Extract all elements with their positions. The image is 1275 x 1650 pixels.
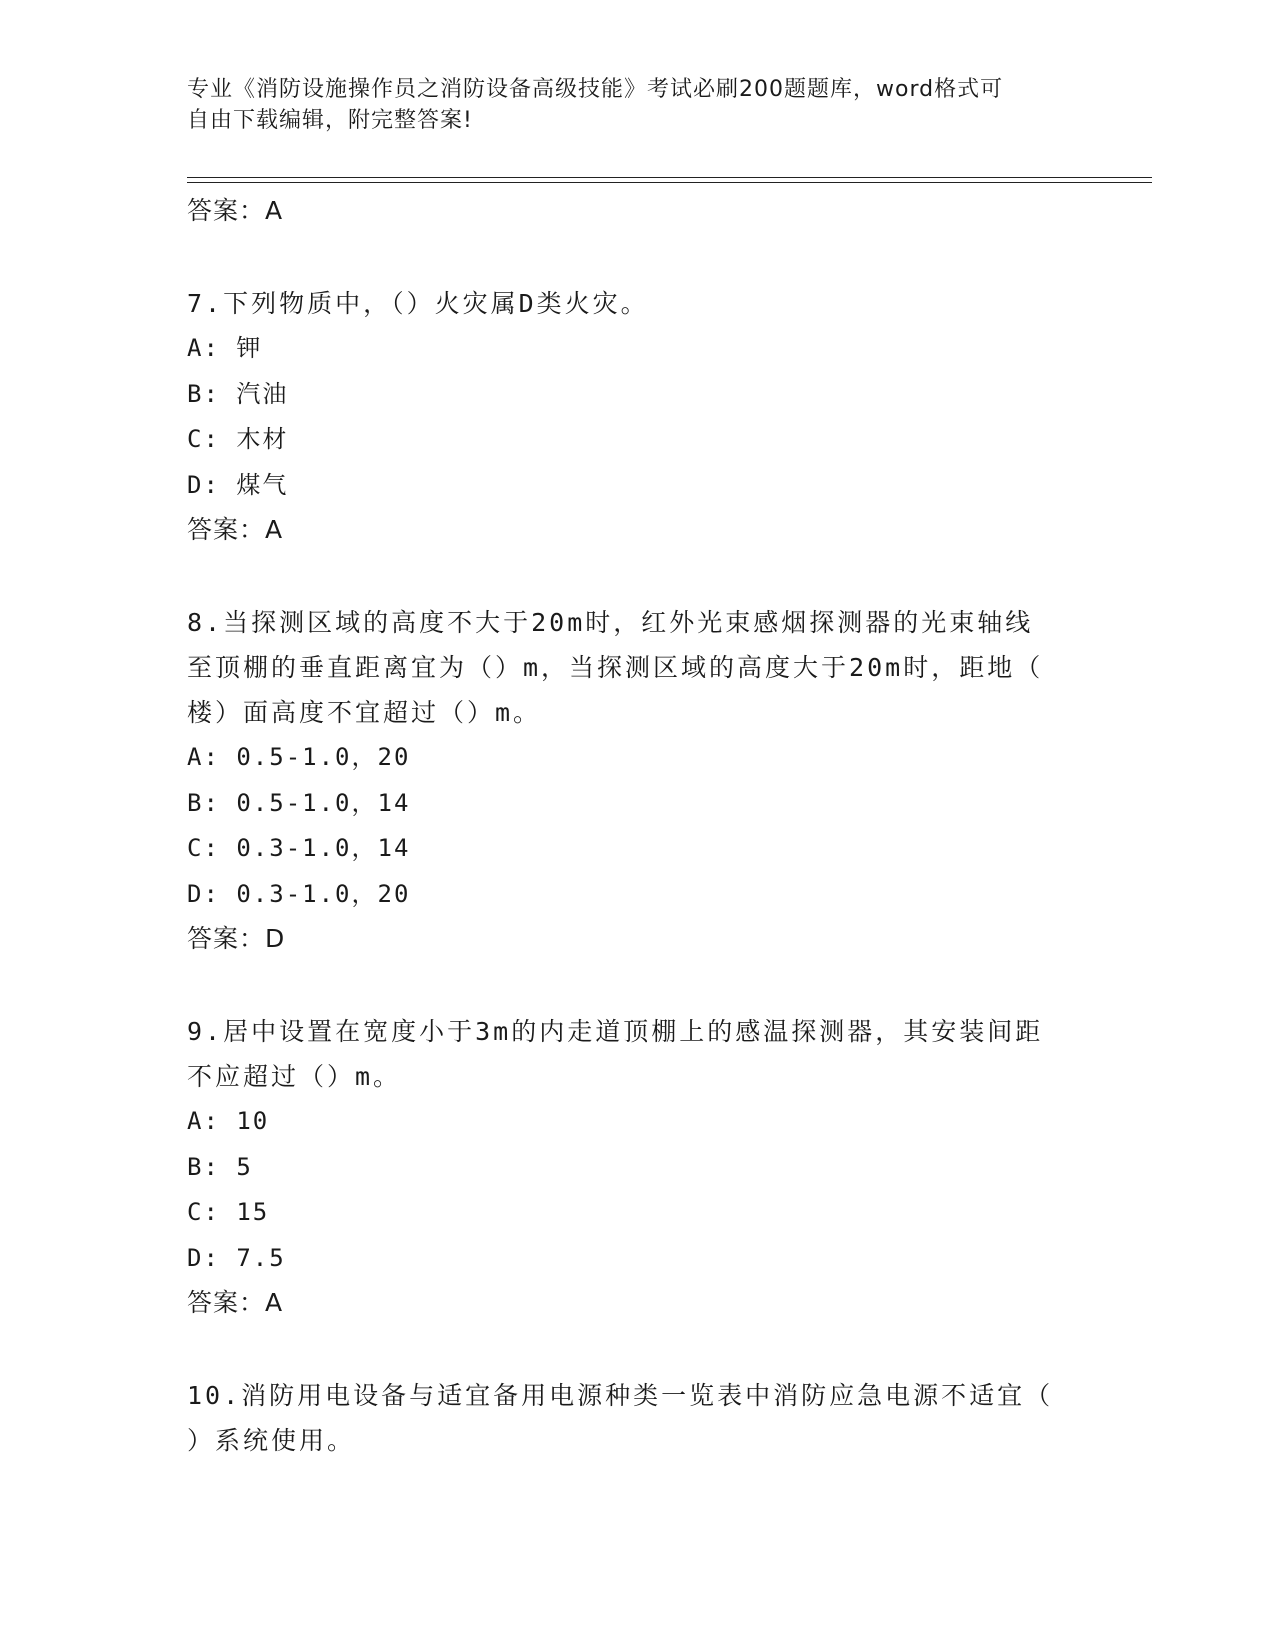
stem-line: 8.当探测区域的高度不大于20m时，红外光束感烟探测器的光束轴线: [187, 608, 1034, 637]
stem-line: 楼）面高度不宜超过（）m。: [187, 698, 542, 727]
previous-answer: 答案：A: [187, 196, 284, 225]
header-divider-bottom: [187, 182, 1152, 183]
option-b: B: 汽油: [187, 379, 289, 408]
question-stem: [187, 281, 1087, 326]
header-line-1: 专业《消防设施操作员之消防设备高级技能》考试必刷200题题库，word格式可: [187, 77, 1004, 102]
question-stem: [187, 600, 1087, 735]
option-c: C: 15: [187, 1198, 270, 1226]
option-a: A: 0.5-1.0，20: [187, 743, 411, 771]
question-10: [187, 1373, 1087, 1463]
option-a: A: 钾: [187, 334, 263, 362]
question-answer: 答案：A: [187, 1288, 284, 1317]
stem-line: 不应超过（）m。: [187, 1062, 402, 1091]
option-c: C: 木材: [187, 425, 289, 453]
option-d: D: 0.3-1.0，20: [187, 879, 411, 908]
stem-line: 至顶棚的垂直距离宜为（）m，当探测区域的高度大于20m时，距地（: [187, 653, 1044, 682]
stem-line: 9.居中设置在宽度小于3m的内走道顶棚上的感温探测器，其安装间距: [187, 1017, 1044, 1046]
question-stem: [187, 1373, 1087, 1463]
header-divider-top: [187, 177, 1152, 178]
question-7: [187, 281, 1087, 552]
stem-line: ）系统使用。: [187, 1426, 356, 1455]
question-answer: 答案：A: [187, 515, 284, 544]
question-answer: 答案：D: [187, 924, 286, 953]
question-9: [187, 1009, 1087, 1325]
stem-line: 7.下列物质中，（）火灾属D类火灾。: [187, 289, 649, 318]
question-list: [187, 189, 1087, 1463]
question-stem: [187, 1009, 1087, 1099]
header-line-2: 自由下载编辑，附完整答案!: [187, 108, 473, 133]
option-b: B: 5: [187, 1152, 253, 1181]
option-d: D: 7.5: [187, 1243, 286, 1272]
option-d: D: 煤气: [187, 470, 289, 499]
option-a: A: 10: [187, 1107, 270, 1135]
option-b: B: 0.5-1.0，14: [187, 788, 411, 817]
question-8: [187, 600, 1087, 961]
option-c: C: 0.3-1.0，14: [187, 834, 411, 862]
stem-line: 10.消防用电设备与适宜备用电源种类一览表中消防应急电源不适宜（: [187, 1381, 1054, 1410]
document-header: [187, 74, 1067, 136]
